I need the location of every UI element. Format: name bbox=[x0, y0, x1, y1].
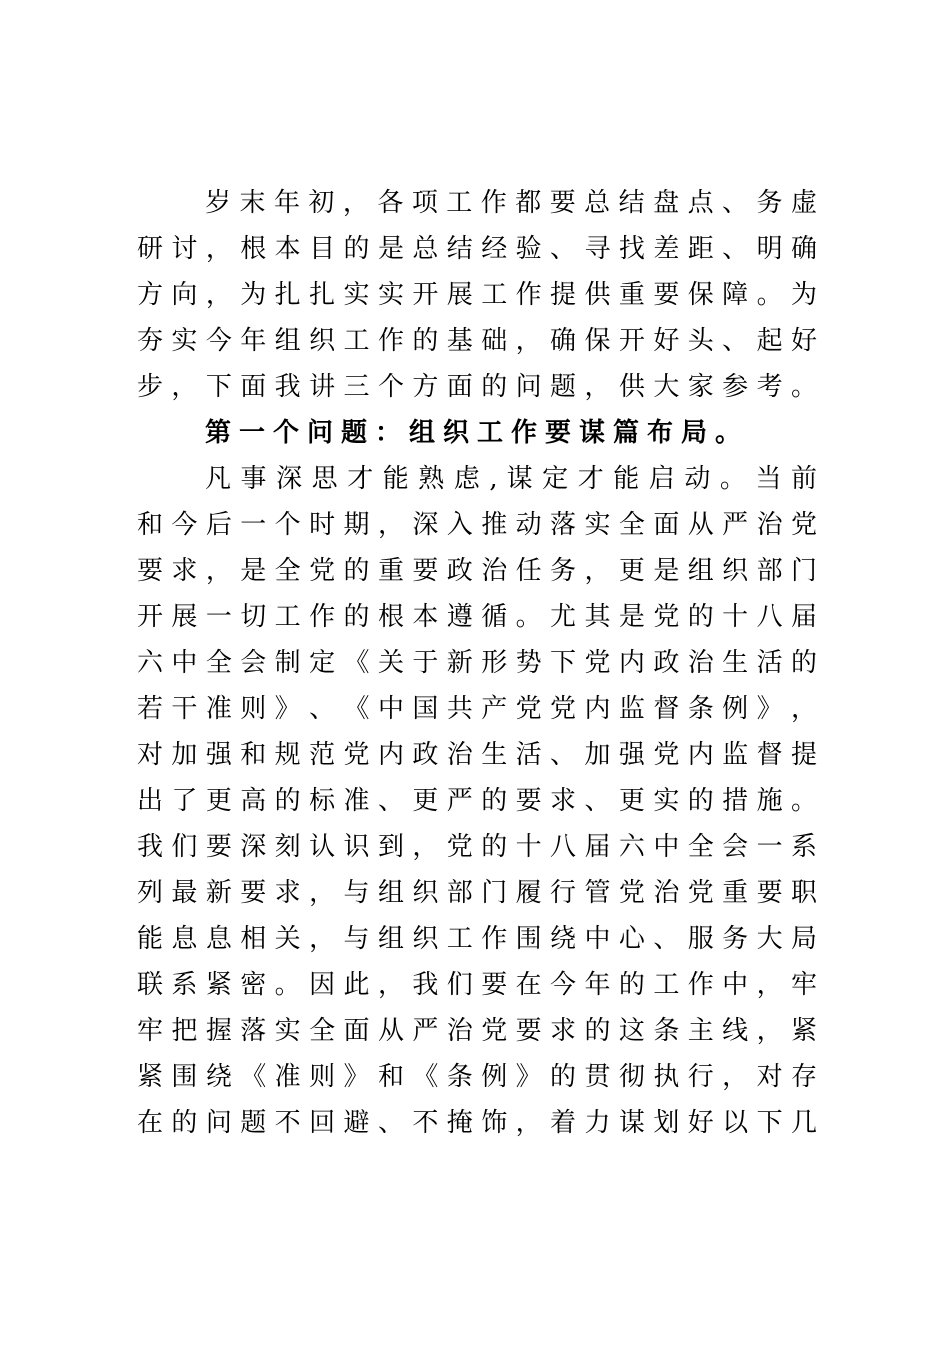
paragraph-1-line-3: 方 向 ， 为 扎 扎 实 实 开 展 工 作 提 供 重 要 保 障 。 为 bbox=[137, 280, 817, 310]
paragraph-2-line-14: 紧 围 绕 《 准 则 》 和 《 条 例 》 的 贯 彻 执 行 ， 对 存 bbox=[137, 1062, 817, 1092]
paragraph-2-line-12: 联 系 紧 密 。 因 此 ， 我 们 要 在 今 年 的 工 作 中 ， 牢 bbox=[137, 970, 817, 1000]
paragraph-1-line-5: 步 ， 下 面 我 讲 三 个 方 面 的 问 题 ， 供 大 家 参 考 。 bbox=[137, 372, 817, 402]
document-body bbox=[137, 180, 817, 1146]
paragraph-1-line-2: 研 讨 ， 根 本 目 的 是 总 结 经 验 、 寻 找 差 距 、 明 确 bbox=[137, 234, 817, 264]
paragraph-2-line-1: 凡 事 深 思 才 能 熟 虑 , 谋 定 才 能 启 动 。 当 前 bbox=[205, 464, 817, 494]
paragraph-2-line-15: 在 的 问 题 不 回 避 、 不 掩 饰 ， 着 力 谋 划 好 以 下 几 bbox=[137, 1108, 817, 1138]
paragraph-2-line-6: 若 干 准 则 》 、 《 中 国 共 产 党 党 内 监 督 条 例 》 ， bbox=[137, 694, 817, 724]
paragraph-2-line-7: 对 加 强 和 规 范 党 内 政 治 生 活 、 加 强 党 内 监 督 提 bbox=[137, 740, 817, 770]
paragraph-2-line-2: 和 今 后 一 个 时 期 ， 深 入 推 动 落 实 全 面 从 严 治 党 bbox=[137, 510, 817, 540]
paragraph-2-line-3: 要 求 ， 是 全 党 的 重 要 政 治 任 务 ， 更 是 组 织 部 门 bbox=[137, 556, 817, 586]
paragraph-1-line-4: 夯 实 今 年 组 织 工 作 的 基 础 ， 确 保 开 好 头 、 起 好 bbox=[137, 326, 817, 356]
paragraph-2-line-5: 六 中 全 会 制 定 《 关 于 新 形 势 下 党 内 政 治 生 活 的 bbox=[137, 648, 817, 678]
paragraph-2-line-4: 开 展 一 切 工 作 的 根 本 遵 循 。 尤 其 是 党 的 十 八 届 bbox=[137, 602, 817, 632]
paragraph-2-line-10: 列 最 新 要 求 ， 与 组 织 部 门 履 行 管 党 治 党 重 要 职 bbox=[137, 878, 817, 908]
paragraph-2-line-9: 我 们 要 深 刻 认 识 到 ， 党 的 十 八 届 六 中 全 会 一 系 bbox=[137, 832, 817, 862]
paragraph-2-line-13: 牢 把 握 落 实 全 面 从 严 治 党 要 求 的 这 条 主 线 ， 紧 bbox=[137, 1016, 817, 1046]
paragraph-1-line-1: 岁 末 年 初 ， 各 项 工 作 都 要 总 结 盘 点 、 务 虚 bbox=[205, 188, 817, 218]
paragraph-2-line-8: 出 了 更 高 的 标 准 、 更 严 的 要 求 、 更 实 的 措 施 。 bbox=[137, 786, 817, 816]
paragraph-2-line-11: 能 息 息 相 关 ， 与 组 织 工 作 围 绕 中 心 、 服 务 大 局 bbox=[137, 924, 817, 954]
section-heading: 第一个问题：组织工作要谋篇布局。 bbox=[205, 418, 750, 448]
